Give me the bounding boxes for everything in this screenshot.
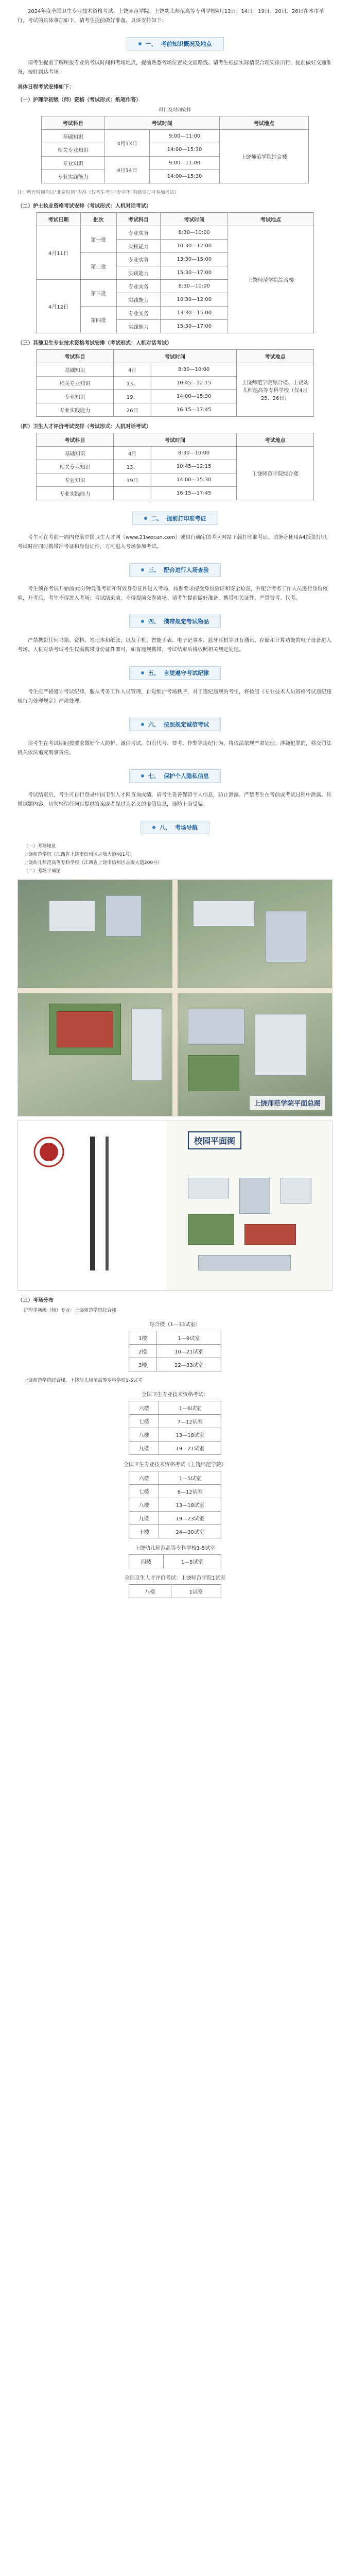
section-title-8: 八、 考场导航 — [18, 821, 332, 834]
table-cell: 第二批 — [80, 253, 116, 280]
sports-field — [188, 1214, 234, 1245]
table-cell: 上饶师范学院综合楼、上饶幼儿师范高等专科学校（仅4月25、26日） — [237, 363, 314, 417]
table-cell: 基础知识 — [37, 447, 114, 460]
table-header: 考试地点 — [237, 350, 314, 363]
bullet-icon — [141, 620, 144, 623]
bullet-icon — [141, 568, 144, 571]
building — [239, 1178, 270, 1214]
table-cell: 2楼 — [129, 1345, 157, 1358]
sub-heading-1: （一）护理学初级（师）资格（考试形式：纸笔作答） — [18, 97, 141, 103]
section-2-para: 考生可在考前一周内登录中国卫生人才网（www.21wecan.com）或自行确定的考区网站下载打印准考证。请务必使用A4纸张打印，考试时应同时携带准考证和身份证件，方可进入考场参加考试。 — [18, 535, 331, 550]
building — [198, 1255, 291, 1270]
rooms-sub-2: 上饶师范学院综合楼、上饶幼儿师范高等专科学校1-5试室 — [24, 1378, 143, 1383]
table-cell: 4月 — [113, 447, 151, 460]
table-cell: 专业实务 — [116, 253, 161, 266]
sub-heading-2: （二）护士执业资格考试安排（考试形式：人机对话考试） — [18, 204, 151, 209]
table-header: 考试地点 — [219, 116, 308, 130]
table-cell: 第四批 — [80, 307, 116, 333]
section-title-7: 七、 保护个人隐私信息 — [18, 769, 332, 783]
table-cell: 七楼 — [129, 1415, 159, 1428]
table-cell — [113, 487, 151, 500]
table-cell: 10—21试室 — [156, 1345, 221, 1358]
table-header: 考试科目 — [42, 116, 105, 130]
rooms-block-1: 综合楼（1—33试室） — [149, 1322, 201, 1328]
table-header: 考试日期 — [37, 213, 81, 226]
table-cell: 13:30—15:00 — [161, 253, 228, 266]
table-cell: 上饶师范学院综合楼 — [237, 447, 314, 500]
section-3-para: 考生须在考试开始前30分钟凭准考证和有效身份证件进入考场，按照要求接受身份验证和安全检查，并配合考务工作人员进行身份核验，开考后，考生不得进入考场；考试结束前，不得提前交卷离场。请考生提前做好准备，携带相关证件。严禁替考、代考。 — [18, 586, 328, 601]
table-cell: 4月12日 — [37, 280, 81, 333]
table-cell: 相关专业知识 — [42, 143, 105, 157]
table-cell: 六楼 — [129, 1401, 159, 1415]
table-cell: 实践能力 — [116, 320, 161, 333]
building — [265, 911, 306, 962]
section-6-para: 请考生在考试期间按要求做好个人防护，诚信考试，如有代考、替考、作弊等违纪行为，将依法依规严肃处理；涉嫌犯罪的，移交司法机关依法追究刑事责任。 — [18, 741, 331, 756]
section-1-para: 请考生提前了解所报专业的考试时间和考场地点，提前熟悉考场位置及交通路线。请考生根据实际情况合理安排出行，提前做好交通准备，按时到达考场。 — [18, 60, 331, 75]
table-2 — [36, 212, 314, 333]
map-title: 上饶师范学院平面总图 — [250, 1096, 325, 1110]
bottom-line-1: 上饶幼儿师范高等专科学校1-5试室 — [134, 1546, 216, 1551]
table-cell: 专业实务 — [116, 307, 161, 320]
table-cell: 实践能力 — [116, 240, 161, 253]
intro-paragraph: 2024年度全国卫生专业技术资格考试、上饶师范学院、上饶幼儿师范高等专科学校4月13日、14日、19日、20日、26日在本市举行。考试的具体事项如下，请考生提前做好准备。具体安排如下： — [18, 9, 324, 24]
school-emblem-icon — [18, 1121, 167, 1291]
rooms-table-2 — [129, 1401, 221, 1455]
table-cell: 第三批 — [80, 280, 116, 307]
sub-heading-4: （四）卫生人才评价考试安排（考试形式：人机对话考试） — [18, 424, 151, 430]
bullet-icon — [141, 671, 144, 674]
building — [255, 1014, 306, 1076]
table-cell: 9:00—11:00 — [150, 130, 220, 143]
list-item: 上饶师范学院（江西省上饶市信州区志敏大道401号） — [24, 852, 135, 857]
table-cell: 实践能力 — [116, 293, 161, 307]
section-title-2: 二、 提前打印准考证 — [18, 512, 332, 525]
table-cell: 1—6试室 — [159, 1401, 221, 1415]
table-cell: 10:45—12:15 — [151, 460, 237, 473]
table-cell: 专业实务 — [116, 280, 161, 293]
table-header: 考试科目 — [37, 350, 114, 363]
schedule-headline: 具体日程考试安排如下： — [18, 84, 74, 90]
table-cell: 4月 — [113, 363, 151, 377]
campus-aerial-map — [18, 879, 332, 1116]
bullet-icon — [141, 723, 144, 726]
building — [131, 1009, 162, 1081]
section-4-para: 严禁携带任何书籍、资料、笔记本和纸张，以及手机、智能手表、电子记事本、蓝牙耳机等具有通讯、存储和计算功能的电子设备进入考场。人机对话考试考生仅需携带身份证件即可，如有违规携带，考试结束后将依照相关规定处理。 — [18, 638, 331, 653]
table-cell: 10:30—12:00 — [161, 293, 228, 307]
bottom-line-2: 全国卫生人才评价考试：上饶师范学院1试室 — [124, 1575, 226, 1581]
table-cell: 13、 — [113, 460, 151, 473]
building — [281, 1178, 311, 1204]
rooms-table-1 — [129, 1331, 221, 1371]
table-cell: 1楼 — [129, 1331, 157, 1345]
table-cell: 实践能力 — [116, 266, 161, 280]
table-header: 考试地点 — [237, 433, 314, 447]
bullet-icon — [152, 826, 155, 829]
building — [49, 901, 95, 931]
sub-heading-3: （三）其他卫生专业技术资格考试安排（考试形式：人机对话考试） — [18, 341, 172, 346]
table-cell: 8:30—10:00 — [151, 447, 237, 460]
table-cell: 相关专业知识 — [37, 377, 114, 390]
table-header: 批次 — [80, 213, 116, 226]
table-header: 考试科目 — [116, 213, 161, 226]
table-cell: 15:30—17:00 — [161, 266, 228, 280]
table-header: 考试地点 — [228, 213, 314, 226]
table-cell: 4月11日 — [37, 226, 81, 280]
table-cell: 10:30—12:00 — [161, 240, 228, 253]
table-cell: 13:30—15:00 — [161, 307, 228, 320]
table-cell: 第一批 — [80, 226, 116, 253]
table-cell: 六楼 — [129, 1471, 159, 1485]
table-cell: 专业实务 — [116, 226, 161, 240]
list-item: （二）考场平面图 — [24, 869, 61, 874]
table-cell: 9:00—11:00 — [150, 157, 220, 170]
table-header: 考试时间 — [113, 350, 236, 363]
table-cell: 十楼 — [129, 1525, 159, 1538]
table-cell: 专业知识 — [42, 157, 105, 170]
table-cell: 14:00—15:30 — [150, 143, 220, 157]
table-cell: 九楼 — [129, 1442, 159, 1455]
table-4 — [36, 433, 314, 500]
table-cell: 6—12试室 — [159, 1485, 221, 1498]
table-cell: 26日 — [113, 403, 151, 417]
table-cell: 19日 — [113, 473, 151, 487]
building — [188, 1009, 244, 1045]
table-cell: 相关专业知识 — [37, 460, 114, 473]
table-cell: 上饶师范学院综合楼 — [228, 226, 314, 333]
table-cell: 14:00—15:30 — [151, 390, 237, 403]
table-header: 考试时间 — [161, 213, 228, 226]
table-cell: 四楼 — [129, 1555, 164, 1568]
building — [193, 901, 255, 926]
rooms-title: （三）考场分布 — [18, 1298, 54, 1303]
list-item: （一）考场地址 — [24, 844, 57, 849]
rooms-table-4 — [129, 1554, 221, 1568]
table-cell: 1试室 — [171, 1585, 221, 1598]
table-cell: 8:30—10:00 — [161, 226, 228, 240]
table-cell: 八楼 — [129, 1498, 159, 1512]
campus-plan-map — [18, 1121, 332, 1291]
table-cell: 专业实践能力 — [42, 170, 105, 183]
section-5-para: 考生应严格遵守考试纪律，服从考务工作人员管理，自觉维护考场秩序，对于违纪违规的考生，将按照《专业技术人员资格考试违纪违规行为处理规定》严肃处理。 — [18, 689, 331, 704]
green-area — [188, 1055, 239, 1091]
bullet-icon — [138, 42, 142, 45]
table-cell: 22—33试室 — [156, 1358, 221, 1371]
road — [172, 880, 178, 1116]
section-title-3: 三、 配合进行人场查验 — [18, 563, 332, 577]
rooms-block-2: 全国卫生专业技术资格考试： — [142, 1392, 208, 1398]
table-cell: 13—18试室 — [159, 1498, 221, 1512]
section-7-para: 考试结束后，考生可自行登录中国卫生人才网查询成绩。请考生妥善保管个人信息，防止泄露。严禁考生在考前或考试过程中泄露、传播试题内容。切勿轻信任何以提供答案或者保过为名义的虚假信息，谨防上当受骗。 — [18, 792, 331, 807]
list-item: 上饶幼儿师范高等专科学校（江西省上饶市信州区志敏大道200号） — [24, 860, 163, 866]
building — [188, 1178, 229, 1198]
table-cell: 24—30试室 — [159, 1525, 221, 1538]
table-cell: 19—21试室 — [159, 1442, 221, 1455]
table-cell: 3楼 — [129, 1358, 157, 1371]
bullet-icon — [141, 774, 144, 777]
table-cell: 4月14日 — [104, 157, 150, 183]
table-header: 考试科目 — [37, 433, 114, 447]
table-cell: 4月13日 — [104, 130, 150, 157]
table-cell: 专业知识 — [37, 473, 114, 487]
bullet-icon — [144, 517, 147, 520]
table-cell: 1—5试室 — [159, 1471, 221, 1485]
table-cell: 1—9试室 — [156, 1331, 221, 1345]
running-track — [57, 1011, 113, 1047]
table-cell: 14:00—15:30 — [151, 473, 237, 487]
rooms-table-5 — [129, 1584, 221, 1598]
table-cell: 8:30—10:00 — [161, 280, 228, 293]
table-header: 考试时间 — [104, 116, 219, 130]
table-cell: 基础知识 — [42, 130, 105, 143]
section-title-5: 五、 自觉遵守考试纪律 — [18, 666, 332, 680]
table-3 — [36, 349, 314, 417]
table-cell: 八楼 — [129, 1585, 171, 1598]
table-1 — [41, 116, 309, 183]
school-logo-panel — [18, 1121, 167, 1290]
table-cell: 专业实践能力 — [37, 487, 114, 500]
table-cell: 15:30—17:00 — [161, 320, 228, 333]
rooms-sub-1: 护理学初级（师）专业：上饶师范学院综合楼 — [24, 1308, 117, 1313]
rooms-block-3: 全国卫生专业技术资格考试（上饶师范学院） — [124, 1462, 226, 1468]
table-cell: 八楼 — [129, 1428, 159, 1442]
table-cell: 16:15—17:45 — [151, 403, 237, 417]
table-1-note: 注：所有时间均以"北京时间"为准（仅考生考生"专学年"的感觉方可参加考试） — [18, 190, 179, 195]
table-cell: 七楼 — [129, 1485, 159, 1498]
table-cell: 基础知识 — [37, 363, 114, 377]
table-cell: 19、 — [113, 390, 151, 403]
table-cell: 8:30—10:00 — [151, 363, 237, 377]
table-cell: 上饶师范学院综合楼 — [219, 130, 308, 183]
table-cell: 专业知识 — [37, 390, 114, 403]
table-header: 考试时间 — [113, 433, 236, 447]
campus-plan — [167, 1121, 332, 1290]
table-cell: 10:45—12:15 — [151, 377, 237, 390]
section-title-4: 四、 携带规定考试物品 — [18, 615, 332, 628]
address-list — [24, 842, 332, 875]
table-cell: 1—5试室 — [163, 1555, 221, 1568]
rooms-table-3 — [129, 1471, 221, 1538]
table-cell: 专业实践能力 — [37, 403, 114, 417]
table-cell: 19—23试室 — [159, 1512, 221, 1525]
table-cell: 九楼 — [129, 1512, 159, 1525]
table-cell: 14:00—15:30 — [150, 170, 220, 183]
section-title-1: 一、 考前知识概况及地点 — [18, 37, 332, 50]
table-cell: 13、 — [113, 377, 151, 390]
campus-plan-label: 校园平面图 — [188, 1131, 241, 1149]
building — [106, 895, 142, 937]
table-cell: 16:15—17:45 — [151, 487, 237, 500]
track — [244, 1224, 296, 1245]
section-title-6: 六、 按照规定诚信考试 — [18, 718, 332, 731]
table-cell: 13—18试室 — [159, 1428, 221, 1442]
table-cell: 7—12试室 — [159, 1415, 221, 1428]
table-1-caption: 科目及时间安排 — [159, 108, 191, 113]
